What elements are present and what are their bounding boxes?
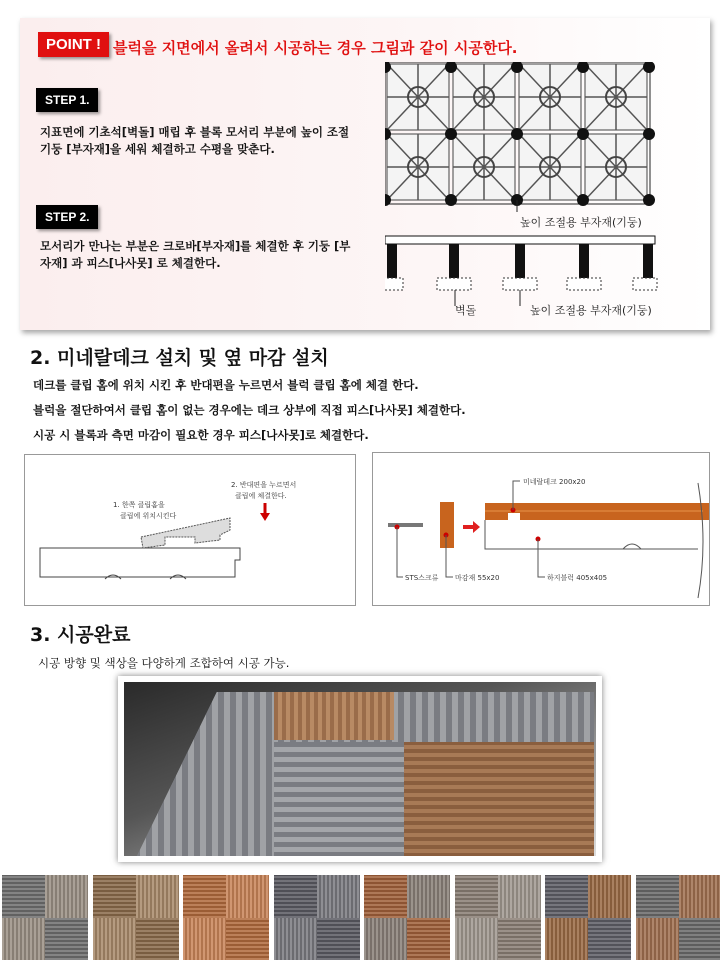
- side-finish-diagram: [372, 452, 710, 606]
- swatch-tile: [545, 875, 588, 918]
- step1-line2: 클립에 위치시킨다: [120, 512, 177, 520]
- swatch-tile: [183, 875, 226, 918]
- swatch-tile: [93, 875, 136, 918]
- finish-label: 마감재 55x20: [455, 574, 500, 582]
- section2-line: 시공 시 블록과 측면 마감이 필요한 경우 피스[나사못]로 체결한다.: [33, 428, 369, 442]
- color-swatch: [455, 875, 541, 960]
- screw-label: STS스크류: [405, 574, 439, 582]
- brick-label: 벽돌: [455, 304, 477, 317]
- swatch-tile: [226, 918, 269, 960]
- point-badge: POINT !: [38, 32, 109, 57]
- color-swatch: [274, 875, 360, 960]
- swatch-tile: [679, 918, 720, 960]
- swatch-tile: [274, 875, 317, 918]
- section2-line: 데크를 클립 홈에 위치 시킨 후 반대편을 누르면서 블럭 클립 홈에 체결 한다.: [33, 378, 419, 392]
- swatch-tile: [364, 918, 407, 960]
- swatch-tile: [407, 918, 450, 960]
- color-swatch: [364, 875, 450, 960]
- color-swatch: [545, 875, 631, 960]
- swatch-tile: [636, 918, 679, 960]
- swatch-tile: [274, 918, 317, 960]
- deck-label: 미네랄데크 200x20: [523, 478, 586, 486]
- swatch-tile: [545, 918, 588, 960]
- step2-badge: STEP 2.: [36, 205, 98, 229]
- swatch-tile: [183, 918, 226, 960]
- swatch-tile: [364, 875, 407, 918]
- point-text: 블럭을 지면에서 올려서 시공하는 경우 그림과 같이 시공한다.: [113, 39, 518, 57]
- block-grid-top-view: [385, 62, 655, 212]
- step2-text: 모서리가 만나는 부분은 크로바[부자재]를 체결한 후 기둥 [부자재] 과 피스[나사못] 로 체결한다.: [40, 239, 351, 270]
- color-swatch: [636, 875, 720, 960]
- block-label: 하지블럭 405x405: [547, 574, 608, 582]
- color-swatch: [2, 875, 88, 960]
- swatch-tile: [226, 875, 269, 918]
- section2-title: 2. 미네랄데크 설치 및 옆 마감 설치: [30, 347, 329, 369]
- swatch-tile: [317, 875, 360, 918]
- completed-deck-photo: [118, 676, 602, 862]
- step1-badge: STEP 1.: [36, 88, 98, 112]
- swatch-tile: [136, 918, 179, 960]
- swatch-tile: [407, 875, 450, 918]
- post-label-top: 높이 조절용 부자재(기둥): [520, 216, 642, 229]
- color-swatch: [183, 875, 269, 960]
- clip-install-diagram: [24, 454, 356, 606]
- swatch-tile: [2, 875, 45, 918]
- swatch-tile: [588, 918, 631, 960]
- swatch-tile: [93, 918, 136, 960]
- swatch-tile: [588, 875, 631, 918]
- step1-line1: 1. 한쪽 클립홈을: [113, 501, 165, 509]
- step2-line2: 클립에 체결한다.: [235, 492, 287, 500]
- swatch-tile: [45, 875, 88, 918]
- swatch-tile: [2, 918, 45, 960]
- step1-text: 지표면에 기초석[벽돌] 매립 후 블록 모서리 부분에 높이 조절 기둥 [부자재]을 세워 체결하고 수평을 맞춘다.: [40, 125, 350, 156]
- swatch-tile: [136, 875, 179, 918]
- swatch-tile: [45, 918, 88, 960]
- swatch-tile: [498, 918, 541, 960]
- swatch-tile: [317, 918, 360, 960]
- section3-title: 3. 시공완료: [30, 624, 131, 646]
- swatch-tile: [455, 918, 498, 960]
- swatch-tile: [498, 875, 541, 918]
- section3-caption: 시공 방향 및 색상을 다양하게 조합하여 시공 가능.: [38, 656, 290, 670]
- section2-line: 블럭을 절단하여서 클립 홈이 없는 경우에는 데크 상부에 직접 피스[나사못] 체결한다.: [33, 403, 466, 417]
- block-side-view: [385, 232, 660, 312]
- swatch-tile: [455, 875, 498, 918]
- swatch-tile: [679, 875, 720, 918]
- post-label-bottom: 높이 조절용 부자재(기둥): [530, 304, 652, 317]
- color-swatch: [93, 875, 179, 960]
- swatch-tile: [636, 875, 679, 918]
- step2-line1: 2. 반대편을 누르면서: [231, 481, 297, 489]
